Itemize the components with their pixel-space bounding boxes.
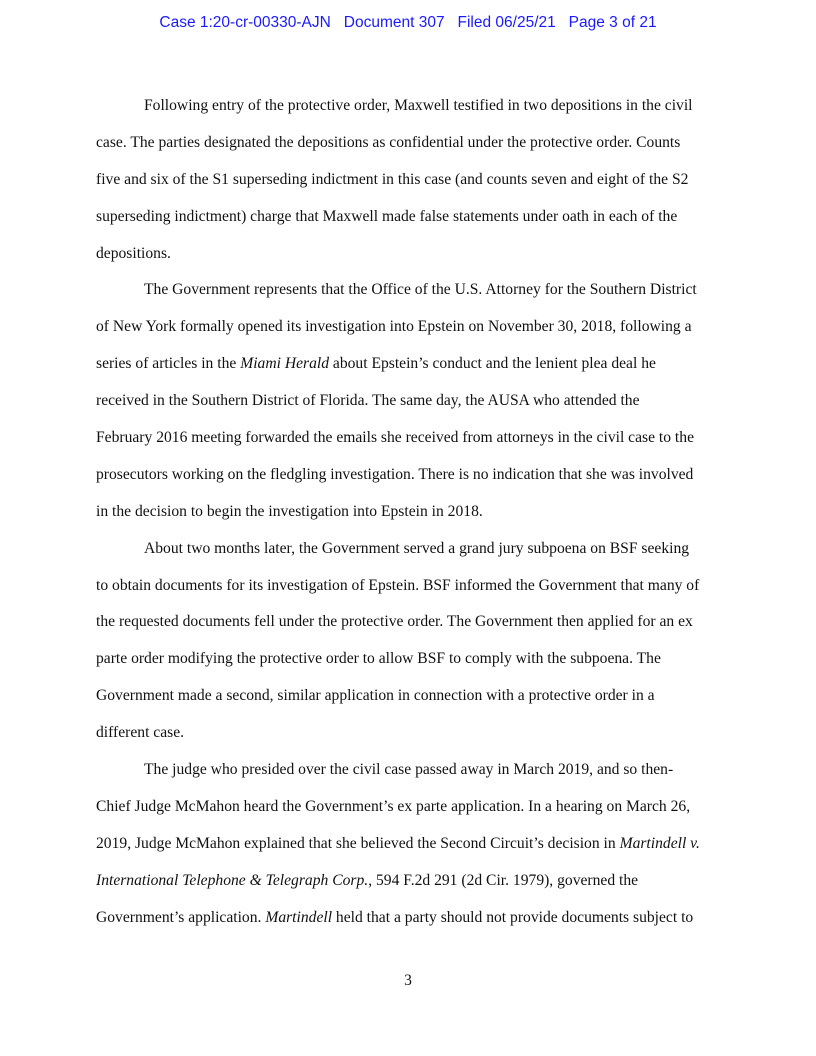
text-run: Government’s application.	[96, 908, 266, 926]
text-line	[96, 715, 720, 752]
text-run: in the decision to begin the investigation into Epstein in 2018.	[96, 502, 483, 520]
text-line	[96, 531, 720, 568]
text-run: five and six of the S1 superseding indictment in this case (and counts seven and eight of the S2	[96, 170, 689, 188]
text-line	[96, 236, 720, 273]
text-run: Following entry of the protective order, Maxwell testified in two depositions in the civil	[144, 97, 693, 114]
text-line	[96, 88, 720, 125]
text-run: The judge who presided over the civil case passed away in March 2019, and so then-	[144, 761, 674, 779]
text-run: Chief Judge McMahon heard the Government’s ex parte application. In a hearing on March 26,	[96, 797, 691, 815]
text-run: about Epstein’s conduct and the lenient plea deal he	[329, 355, 656, 373]
text-line	[96, 863, 720, 900]
text-line	[96, 199, 720, 236]
italic-citation: Martindell	[265, 908, 333, 926]
paragraph	[96, 531, 720, 752]
text-run: Government made a second, similar application in connection with a protective order in a	[96, 687, 655, 705]
text-line	[96, 272, 720, 309]
document-number: Document 307	[343, 14, 445, 31]
page-indicator: Page 3 of 21	[568, 14, 657, 31]
text-run: February 2016 meeting forwarded the emails she received from attorneys in the civil case to the	[96, 429, 694, 447]
italic-citation: Miami Herald	[240, 355, 329, 373]
filed-date: Filed 06/25/21	[457, 14, 556, 31]
text-run: prosecutors working on the fledgling investigation. There is no indication that she was involved	[96, 465, 694, 483]
text-line	[96, 346, 720, 383]
text-line	[96, 789, 720, 826]
text-line	[96, 678, 720, 715]
text-line	[96, 457, 720, 494]
text-run: series of articles in the	[96, 355, 241, 373]
paragraph	[96, 88, 720, 272]
text-line	[96, 752, 720, 789]
text-line	[96, 162, 720, 199]
text-line	[96, 604, 720, 641]
text-run: the requested documents fell under the protective order. The Government then applied for an ex	[96, 613, 693, 631]
paragraph	[96, 272, 720, 530]
text-line	[96, 900, 720, 937]
text-run: superseding indictment) charge that Maxwell made false statements under oath in each of the	[96, 207, 678, 225]
text-run: to obtain documents for its investigation of Epstein. BSF informed the Government that many of	[96, 576, 700, 594]
case-number: Case 1:20-cr-00330-AJN	[159, 14, 331, 31]
text-run: , 594 F.2d 291 (2d Cir. 1979), governed the	[368, 871, 639, 889]
text-line	[96, 568, 720, 605]
text-run: case. The parties designated the depositions as confidential under the protective order. Counts	[96, 133, 681, 151]
text-run: About two months later, the Government served a grand jury subpoena on BSF seeking	[144, 539, 690, 557]
italic-citation: International Telephone & Telegraph Corp.	[96, 871, 369, 889]
page-number: 3	[404, 972, 412, 989]
document-body	[96, 88, 720, 936]
text-run: depositions.	[96, 244, 171, 262]
text-run: held that a party should not provide documents subject to	[332, 908, 694, 926]
text-run: The Government represents that the Office of the U.S. Attorney for the Southern District	[144, 281, 697, 299]
text-line	[96, 826, 720, 863]
text-run: of New York formally opened its investigation into Epstein on November 30, 2018, following a	[96, 318, 692, 336]
text-line	[96, 420, 720, 457]
text-line	[96, 641, 720, 678]
text-run: parte order modifying the protective order to allow BSF to comply with the subpoena. The	[96, 650, 661, 668]
text-run: 2019, Judge McMahon explained that she believed the Second Circuit’s decision in	[96, 834, 620, 852]
text-run: different case.	[96, 724, 185, 742]
text-line	[96, 494, 720, 531]
text-run: received in the Southern District of Florida. The same day, the AUSA who attended the	[96, 392, 640, 410]
italic-citation: Martindell v.	[619, 834, 700, 852]
paragraph	[96, 752, 720, 936]
text-line	[96, 125, 720, 162]
text-line	[96, 309, 720, 346]
case-header	[0, 14, 816, 32]
text-line	[96, 383, 720, 420]
